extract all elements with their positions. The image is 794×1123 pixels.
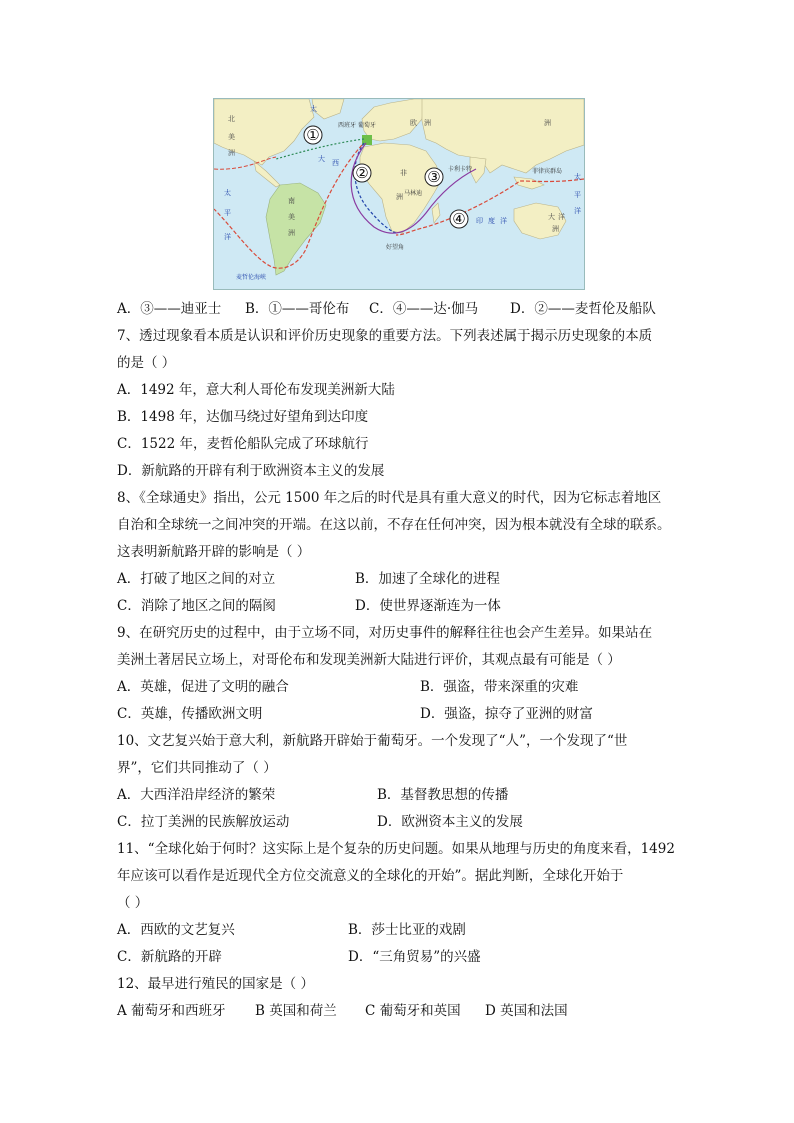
q7-stem-line-1: 7、透过现象看本质是认识和评价历史现象的重要方法。下列表述属于揭示历史现象的本质 xyxy=(117,328,653,344)
q10-stem-line-2: 界”，它们共同推动了（ ） xyxy=(117,760,277,776)
q10-options-row-1 xyxy=(117,782,677,809)
pacific-right-char-3: 洋 xyxy=(574,207,581,215)
q8-option-c: C．消除了地区之间的隔阂 xyxy=(117,598,276,614)
q11-stem-line-2: 年应该可以看作是近现代全方位交流意义的全球化的开始”。据此判断，全球化开始于 xyxy=(117,868,624,884)
north-atlantic-char: 太 xyxy=(310,105,317,113)
sa-char-3: 洲 xyxy=(288,229,295,237)
q6-option-b: B．①——哥伦布 xyxy=(245,301,350,317)
q12-stem: 12、最早进行殖民的国家是（ ） xyxy=(117,976,314,992)
q11-option-a: A．西欧的文艺复兴 xyxy=(117,922,235,938)
q10-options-row-2 xyxy=(117,809,677,836)
q9-options-row-1 xyxy=(117,674,677,701)
indian-char-1: 印 xyxy=(476,217,483,225)
calicut-label: 卡利卡特 xyxy=(448,166,473,173)
oceania-char-1: 大 xyxy=(548,213,555,221)
marker-2-label: ② xyxy=(355,164,369,182)
q7-option-c: C．1522 年，麦哲伦船队完成了环球航行 xyxy=(117,436,369,452)
europe-char-1: 欧 xyxy=(410,119,417,127)
q12-option-c: C 葡萄牙和英国 xyxy=(365,1003,461,1019)
q10-option-c: C．拉丁美洲的民族解放运动 xyxy=(117,814,290,830)
q7-option-b: B．1498 年，达伽马绕过好望角到达印度 xyxy=(117,409,369,425)
europe-char-2: 洲 xyxy=(424,119,431,127)
q11-option-d: D．“三角贸易”的兴盛 xyxy=(348,949,481,965)
q6-option-d: D．②——麦哲伦及船队 xyxy=(510,301,656,317)
marker-3-label: ③ xyxy=(427,168,441,186)
q11-options-row-2 xyxy=(117,944,677,971)
q8-options-row-2 xyxy=(117,593,677,620)
q9-option-c: C．英雄，传播欧洲文明 xyxy=(117,706,263,722)
marker-4-label: ④ xyxy=(452,210,466,228)
pacific-right-char-2: 平 xyxy=(574,191,581,199)
na-char-1: 北 xyxy=(228,115,235,123)
sa-char-1: 南 xyxy=(288,197,295,205)
q8-stem-line-2: 自治和全球统一之间冲突的开端。在这以前，不存在任何冲突，因为根本就没有全球的联系。 xyxy=(117,517,671,533)
magellan-strait-label: 麦哲伦海峡 xyxy=(236,274,267,281)
q6-option-a: A．③——迪亚士 xyxy=(117,301,222,317)
spain-portugal-label: 西班牙 葡萄牙 xyxy=(338,122,376,129)
na-char-3: 洲 xyxy=(228,149,235,157)
philippines-label: 菲律宾群岛 xyxy=(532,168,563,175)
marker-1-label: ① xyxy=(306,126,320,144)
sa-char-2: 美 xyxy=(288,213,295,221)
pacific-right-char-1: 太 xyxy=(574,173,581,181)
q9-options-row-2 xyxy=(117,701,677,728)
voyages-map xyxy=(213,98,585,290)
q12-option-d: D 英国和法国 xyxy=(485,1003,568,1019)
q12-options xyxy=(117,998,677,1025)
pacific-left-char-3: 洋 xyxy=(224,233,231,241)
q12-option-b: B 英国和荷兰 xyxy=(255,1003,337,1019)
q11-stem-line-1: 11、“全球化始于何时？这实际上是个复杂的历史问题。如果从地理与历史的角度来看，1492 xyxy=(117,841,675,857)
oceania-char-3: 洲 xyxy=(552,225,559,233)
malindi-label: 马林迪 xyxy=(404,190,423,197)
q8-option-a: A．打破了地区之间的对立 xyxy=(117,571,276,587)
q10-option-b: B．基督教思想的传播 xyxy=(377,787,509,803)
q9-stem-line-2: 美洲土著居民立场上，对哥伦布和发现美洲新大陆进行评价，其观点最有可能是（ ） xyxy=(117,652,621,668)
q12-option-a: A 葡萄牙和西班牙 xyxy=(117,1003,226,1019)
world-map-svg xyxy=(214,99,584,289)
indian-char-3: 洋 xyxy=(500,217,507,225)
q11-options-row-1 xyxy=(117,917,677,944)
q9-option-a: A．英雄，促进了文明的融合 xyxy=(117,679,289,695)
atlantic-char-1: 大 xyxy=(318,155,325,163)
q9-option-b: B．强盗，带来深重的灾难 xyxy=(420,679,579,695)
q11-option-c: C．新航路的开辟 xyxy=(117,949,222,965)
oceania-char-2: 洋 xyxy=(558,213,565,221)
africa-char-2: 洲 xyxy=(396,193,403,201)
q9-stem-line-1: 9、在研究历史的过程中，由于立场不同，对历史事件的解释往往也会产生差异。如果站在 xyxy=(117,625,653,641)
q9-option-d: D．强盗，掠夺了亚洲的财富 xyxy=(420,706,593,722)
q7-stem-line-2: 的是（ ） xyxy=(117,355,176,371)
pacific-left-char-1: 太 xyxy=(224,189,231,197)
q6-options xyxy=(117,296,677,323)
q10-stem-line-1: 10、文艺复兴始于意大利，新航路开辟始于葡萄牙。一个发现了“人”，一个发现了“世 xyxy=(117,733,628,749)
asia-char: 洲 xyxy=(544,119,551,127)
pacific-left-char-2: 平 xyxy=(224,209,231,217)
questions xyxy=(117,296,677,1025)
q11-stem-line-3: （ ） xyxy=(117,895,149,911)
q8-option-b: B．加速了全球化的进程 xyxy=(355,571,500,587)
na-char-2: 美 xyxy=(228,133,235,141)
q8-options-row-1 xyxy=(117,566,677,593)
goodhope-label: 好望角 xyxy=(386,244,405,251)
q7-option-d: D．新航路的开辟有利于欧洲资本主义的发展 xyxy=(117,463,385,479)
q10-option-d: D．欧洲资本主义的发展 xyxy=(377,814,523,830)
indian-char-2: 度 xyxy=(488,217,495,225)
africa-char-1: 非 xyxy=(400,169,407,177)
q8-stem-line-1: 8、《全球通史》指出，公元 1500 年之后的时代是具有重大意义的时代，因为它标志着地区 xyxy=(117,490,662,506)
q10-option-a: A．大西洋沿岸经济的繁荣 xyxy=(117,787,276,803)
q7-option-a: A．1492 年，意大利人哥伦布发现美洲新大陆 xyxy=(117,382,395,398)
q6-option-c: C．④——达·伽马 xyxy=(369,301,479,317)
q8-stem-line-3: 这表明新航路开辟的影响是（ ） xyxy=(117,544,311,560)
atlantic-char-2: 西 xyxy=(332,159,339,167)
q11-option-b: B．莎士比亚的戏剧 xyxy=(348,922,466,938)
q8-option-d: D．使世界逐渐连为一体 xyxy=(355,598,501,614)
